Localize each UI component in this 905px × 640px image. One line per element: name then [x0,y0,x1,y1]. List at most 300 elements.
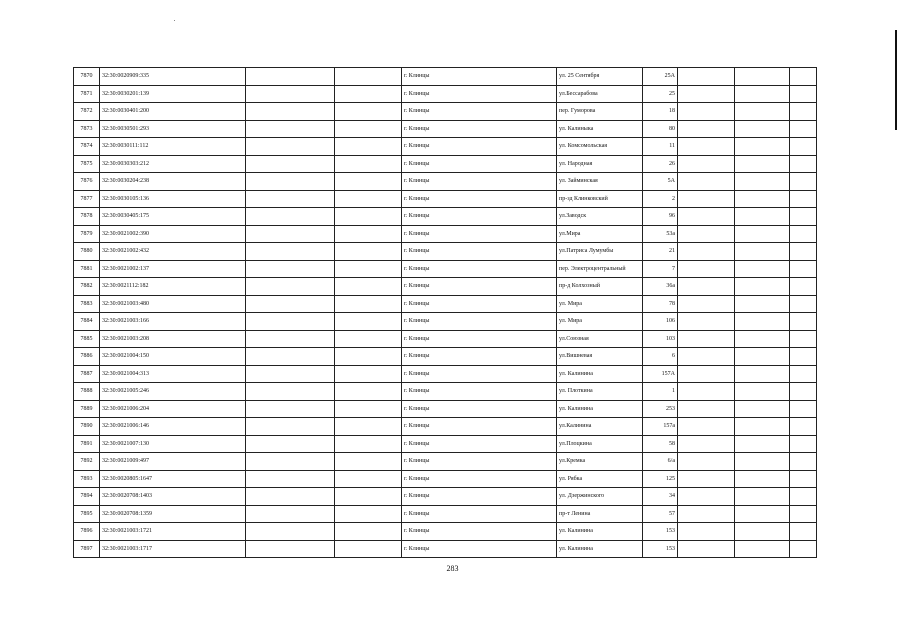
cadastral-number-cell: 32:30:0020708:1359 [100,505,246,523]
table-row [74,295,817,313]
empty-cell [335,278,402,296]
house-number-cell: 34 [643,488,678,506]
house-number-cell: 58 [643,435,678,453]
street-cell: ул.Заводск [557,208,643,226]
city-cell: г. Клинцы [402,138,557,156]
empty-cell [678,103,735,121]
empty-cell [735,85,790,103]
house-number-cell: 11 [643,138,678,156]
row-number-cell: 7873 [74,120,100,138]
empty-cell [678,85,735,103]
table-row [74,208,817,226]
empty-cell [246,278,335,296]
empty-cell [246,208,335,226]
table-row [74,120,817,138]
street-cell: ул.Вишневая [557,348,643,366]
empty-cell [335,453,402,471]
cadastral-number-cell: 32:30:0020805:1647 [100,470,246,488]
cadastral-number-cell: 32:30:0021004:313 [100,365,246,383]
empty-cell [335,120,402,138]
street-cell: ул. Калинина [557,365,643,383]
empty-cell [735,470,790,488]
empty-cell [735,505,790,523]
empty-cell [335,225,402,243]
city-cell: г. Клинцы [402,313,557,331]
cadastral-number-cell: 32:30:0030401:200 [100,103,246,121]
empty-cell [335,488,402,506]
empty-cell [335,505,402,523]
table-row [74,453,817,471]
empty-cell [246,138,335,156]
house-number-cell: 157А [643,365,678,383]
cadastral-number-cell: 32:30:0021002:390 [100,225,246,243]
house-number-cell: 106 [643,313,678,331]
empty-cell [678,400,735,418]
house-number-cell: 96 [643,208,678,226]
empty-cell [678,68,735,86]
cadastral-number-cell: 32:30:0030303:212 [100,155,246,173]
empty-cell [790,470,817,488]
empty-cell [335,155,402,173]
street-cell: ул. Комсомольская [557,138,643,156]
city-cell: г. Клинцы [402,348,557,366]
empty-cell [335,190,402,208]
empty-cell [246,243,335,261]
row-number-cell: 7875 [74,155,100,173]
empty-cell [790,435,817,453]
empty-cell [735,68,790,86]
empty-cell [735,330,790,348]
row-number-cell: 7878 [74,208,100,226]
street-cell: ул. Калиныка [557,120,643,138]
empty-cell [678,383,735,401]
house-number-cell: 2 [643,190,678,208]
row-number-cell: 7879 [74,225,100,243]
empty-cell [246,155,335,173]
table-row [74,348,817,366]
house-number-cell: 153 [643,540,678,558]
house-number-cell: 21 [643,243,678,261]
city-cell: г. Клинцы [402,155,557,173]
empty-cell [790,278,817,296]
empty-cell [678,295,735,313]
city-cell: г. Клинцы [402,295,557,313]
empty-cell [335,243,402,261]
empty-cell [790,155,817,173]
empty-cell [335,260,402,278]
empty-cell [246,418,335,436]
empty-cell [735,418,790,436]
row-number-cell: 7889 [74,400,100,418]
row-number-cell: 7895 [74,505,100,523]
table-row [74,418,817,436]
cadastral-number-cell: 32:30:0021003:166 [100,313,246,331]
empty-cell [678,208,735,226]
house-number-cell: 78 [643,295,678,313]
empty-cell [735,400,790,418]
table-row [74,260,817,278]
empty-cell [790,173,817,191]
empty-cell [246,330,335,348]
row-number-cell: 7890 [74,418,100,436]
house-number-cell: 26 [643,155,678,173]
empty-cell [790,225,817,243]
empty-cell [735,173,790,191]
empty-cell [335,295,402,313]
empty-cell [335,208,402,226]
table-row [74,243,817,261]
empty-cell [678,348,735,366]
city-cell: г. Клинцы [402,435,557,453]
table-row [74,505,817,523]
cadastral-number-cell: 32:30:0021006:204 [100,400,246,418]
city-cell: г. Клинцы [402,120,557,138]
cadastral-number-cell: 32:30:0021003:1721 [100,523,246,541]
house-number-cell: 6 [643,348,678,366]
table-row [74,400,817,418]
empty-cell [735,190,790,208]
empty-cell [790,190,817,208]
empty-cell [678,260,735,278]
house-number-cell: 6/а [643,453,678,471]
row-number-cell: 7883 [74,295,100,313]
city-cell: г. Клинцы [402,383,557,401]
empty-cell [790,523,817,541]
empty-cell [246,435,335,453]
street-cell: ул. Плоткина [557,383,643,401]
scan-speck [174,20,175,21]
empty-cell [335,313,402,331]
city-cell: г. Клинцы [402,68,557,86]
city-cell: г. Клинцы [402,85,557,103]
table-row [74,470,817,488]
empty-cell [790,505,817,523]
city-cell: г. Клинцы [402,103,557,121]
street-cell: ул.Мира [557,225,643,243]
table-row [74,173,817,191]
empty-cell [790,488,817,506]
city-cell: г. Клинцы [402,540,557,558]
table-row [74,155,817,173]
city-cell: г. Клинцы [402,400,557,418]
street-cell: ул. Рябка [557,470,643,488]
table-row [74,313,817,331]
empty-cell [735,243,790,261]
empty-cell [678,540,735,558]
empty-cell [678,488,735,506]
street-cell: пр-зд Клинковский [557,190,643,208]
row-number-cell: 7882 [74,278,100,296]
city-cell: г. Клинцы [402,225,557,243]
empty-cell [335,400,402,418]
row-number-cell: 7871 [74,85,100,103]
table-row [74,138,817,156]
table-row [74,103,817,121]
empty-cell [678,505,735,523]
empty-cell [735,155,790,173]
empty-cell [246,505,335,523]
house-number-cell: 80 [643,120,678,138]
cadastral-number-cell: 32:30:0021005:246 [100,383,246,401]
row-number-cell: 7896 [74,523,100,541]
cadastral-number-cell: 32:30:0030405:175 [100,208,246,226]
page-number: 283 [446,564,459,573]
empty-cell [790,453,817,471]
empty-cell [246,383,335,401]
empty-cell [678,278,735,296]
house-number-cell: 53а [643,225,678,243]
empty-cell [678,435,735,453]
empty-cell [246,400,335,418]
empty-cell [335,540,402,558]
empty-cell [790,295,817,313]
empty-cell [678,243,735,261]
empty-cell [678,225,735,243]
empty-cell [790,103,817,121]
street-cell: ул. Калинина [557,523,643,541]
empty-cell [735,453,790,471]
street-cell: ул.Плоцкина [557,435,643,453]
city-cell: г. Клинцы [402,505,557,523]
table-row [74,383,817,401]
street-cell: ул. Калинина [557,400,643,418]
city-cell: г. Клинцы [402,243,557,261]
empty-cell [246,488,335,506]
table-row [74,488,817,506]
empty-cell [790,138,817,156]
street-cell: ул.Патриса Лумумбы [557,243,643,261]
house-number-cell: 7 [643,260,678,278]
house-number-cell: 153 [643,523,678,541]
house-number-cell: 1 [643,383,678,401]
empty-cell [790,418,817,436]
registry-body [74,68,817,558]
empty-cell [246,173,335,191]
street-cell: пр-д Колхозный [557,278,643,296]
empty-cell [790,85,817,103]
empty-cell [246,470,335,488]
cadastral-number-cell: 32:30:0030201:139 [100,85,246,103]
empty-cell [735,225,790,243]
empty-cell [678,190,735,208]
city-cell: г. Клинцы [402,278,557,296]
empty-cell [678,330,735,348]
empty-cell [678,313,735,331]
empty-cell [246,103,335,121]
empty-cell [335,365,402,383]
row-number-cell: 7894 [74,488,100,506]
cadastral-number-cell: 32:30:0021007:130 [100,435,246,453]
street-cell: ул. Займинская [557,173,643,191]
table-row [74,523,817,541]
empty-cell [246,365,335,383]
row-number-cell: 7891 [74,435,100,453]
house-number-cell: 103 [643,330,678,348]
empty-cell [790,365,817,383]
empty-cell [335,85,402,103]
empty-cell [735,313,790,331]
row-number-cell: 7887 [74,365,100,383]
city-cell: г. Клинцы [402,190,557,208]
empty-cell [790,68,817,86]
street-cell: ул.Калинина [557,418,643,436]
house-number-cell: 253 [643,400,678,418]
street-cell: ул. Мира [557,313,643,331]
street-cell: ул.Союзная [557,330,643,348]
empty-cell [335,348,402,366]
empty-cell [335,138,402,156]
empty-cell [678,365,735,383]
cadastral-number-cell: 32:30:0021002:432 [100,243,246,261]
table-row [74,68,817,86]
house-number-cell: 125 [643,470,678,488]
city-cell: г. Клинцы [402,173,557,191]
empty-cell [246,120,335,138]
street-cell: ул. 25 Сентября [557,68,643,86]
empty-cell [246,540,335,558]
cadastral-number-cell: 32:30:0030501:293 [100,120,246,138]
cadastral-number-cell: 32:30:0030111:112 [100,138,246,156]
empty-cell [335,418,402,436]
cadastral-number-cell: 32:30:0021006:146 [100,418,246,436]
empty-cell [246,453,335,471]
empty-cell [735,120,790,138]
house-number-cell: 18 [643,103,678,121]
empty-cell [678,453,735,471]
empty-cell [335,470,402,488]
city-cell: г. Клинцы [402,260,557,278]
empty-cell [246,313,335,331]
empty-cell [735,540,790,558]
empty-cell [246,225,335,243]
empty-cell [790,243,817,261]
empty-cell [246,260,335,278]
empty-cell [335,330,402,348]
row-number-cell: 7877 [74,190,100,208]
empty-cell [735,523,790,541]
table-row [74,330,817,348]
empty-cell [246,68,335,86]
house-number-cell: 157а [643,418,678,436]
city-cell: г. Клинцы [402,208,557,226]
cadastral-number-cell: 32:30:0030105:136 [100,190,246,208]
empty-cell [678,155,735,173]
empty-cell [335,435,402,453]
house-number-cell: 36а [643,278,678,296]
scan-edge-line [895,30,897,130]
empty-cell [735,435,790,453]
empty-cell [735,260,790,278]
empty-cell [246,190,335,208]
street-cell: ул. Калинина [557,540,643,558]
empty-cell [735,295,790,313]
empty-cell [335,383,402,401]
empty-cell [790,400,817,418]
empty-cell [790,208,817,226]
empty-cell [735,138,790,156]
row-number-cell: 7884 [74,313,100,331]
cadastral-number-cell: 32:30:0020909:335 [100,68,246,86]
street-cell: ул. Мира [557,295,643,313]
empty-cell [678,418,735,436]
table-row [74,278,817,296]
empty-cell [790,383,817,401]
row-number-cell: 7897 [74,540,100,558]
row-number-cell: 7880 [74,243,100,261]
street-cell: ул.Бессарабова [557,85,643,103]
empty-cell [335,103,402,121]
empty-cell [735,365,790,383]
table-row [74,540,817,558]
empty-cell [246,295,335,313]
cadastral-number-cell: 32:30:0020708:1403 [100,488,246,506]
city-cell: г. Клинцы [402,453,557,471]
cadastral-number-cell: 32:30:0030204:238 [100,173,246,191]
cadastral-number-cell: 32:30:0021004:150 [100,348,246,366]
row-number-cell: 7881 [74,260,100,278]
row-number-cell: 7892 [74,453,100,471]
empty-cell [335,523,402,541]
table-row [74,435,817,453]
table-row [74,225,817,243]
empty-cell [678,173,735,191]
street-cell: ул. Дзержинского [557,488,643,506]
cadastral-number-cell: 32:30:0021009:497 [100,453,246,471]
empty-cell [735,208,790,226]
empty-cell [735,103,790,121]
empty-cell [246,348,335,366]
empty-cell [735,348,790,366]
empty-cell [790,330,817,348]
registry-table [73,67,817,558]
street-cell: ул.Кремка [557,453,643,471]
empty-cell [735,488,790,506]
cadastral-number-cell: 32:30:0021112:182 [100,278,246,296]
house-number-cell: 25А [643,68,678,86]
empty-cell [790,120,817,138]
empty-cell [735,383,790,401]
empty-cell [335,68,402,86]
cadastral-number-cell: 32:30:0021002:137 [100,260,246,278]
house-number-cell: 25 [643,85,678,103]
empty-cell [735,278,790,296]
empty-cell [790,540,817,558]
table-row [74,365,817,383]
table-row [74,190,817,208]
house-number-cell: 57 [643,505,678,523]
row-number-cell: 7893 [74,470,100,488]
city-cell: г. Клинцы [402,470,557,488]
city-cell: г. Клинцы [402,488,557,506]
empty-cell [790,313,817,331]
row-number-cell: 7870 [74,68,100,86]
empty-cell [678,138,735,156]
empty-cell [678,523,735,541]
row-number-cell: 7886 [74,348,100,366]
empty-cell [678,470,735,488]
empty-cell [678,120,735,138]
cadastral-number-cell: 32:30:0021003:208 [100,330,246,348]
row-number-cell: 7888 [74,383,100,401]
empty-cell [790,348,817,366]
city-cell: г. Клинцы [402,523,557,541]
cadastral-number-cell: 32:30:0021003:480 [100,295,246,313]
row-number-cell: 7885 [74,330,100,348]
row-number-cell: 7874 [74,138,100,156]
empty-cell [246,85,335,103]
city-cell: г. Клинцы [402,330,557,348]
empty-cell [246,523,335,541]
